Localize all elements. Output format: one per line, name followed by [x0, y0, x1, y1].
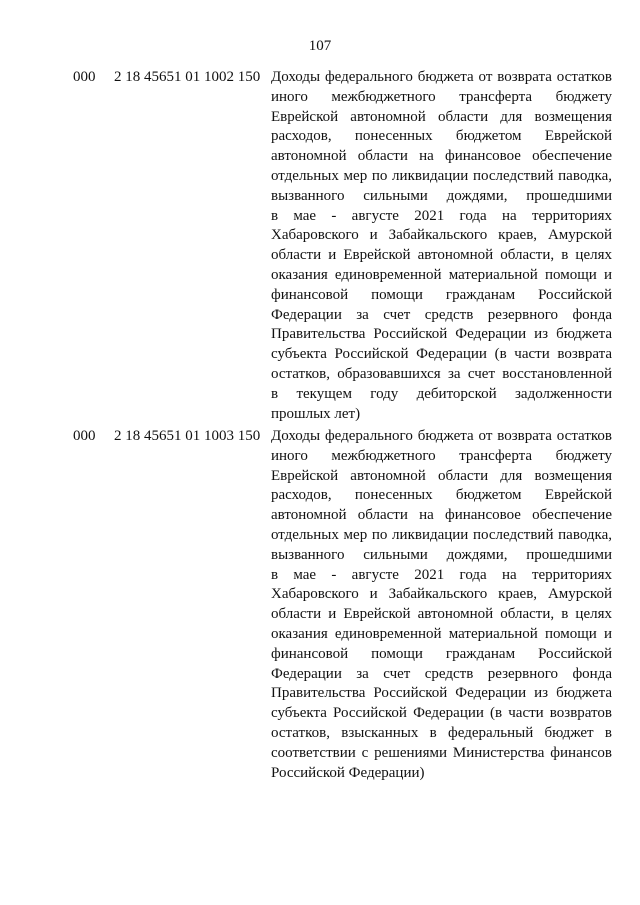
administrator-code: 000: [73, 69, 96, 85]
description-line: прошлых лет): [271, 405, 361, 422]
description-line: Федерации за счет средств резервного фонда: [271, 665, 612, 682]
description-line: отдельных мер по ликвидации последствий паводка,: [271, 167, 612, 184]
description-line: Хабаровского и Забайкальского краев, Амурской: [271, 586, 612, 603]
administrator-code: 000: [73, 428, 96, 444]
description-line: Еврейской автономной области для возмещения: [271, 467, 612, 484]
description-line: расходов, понесенных бюджетом Еврейской: [271, 487, 612, 504]
description-line: Российской Федерации): [271, 764, 425, 781]
page-number: 107: [308, 38, 332, 54]
description-line: оказания единовременной материальной помощи и: [271, 266, 612, 283]
description-line: автономной области на финансовое обеспечение: [271, 148, 612, 165]
description-line: Еврейской автономной области для возмещения: [271, 108, 612, 125]
description-line: остатков, взысканных в федеральный бюджет в: [271, 724, 612, 741]
description-line: соответствии с решениями Министерства финансов: [271, 744, 612, 761]
description-line: Доходы федерального бюджета от возврата остатков: [271, 69, 612, 85]
description-line: области и Еврейской автономной области, в целях: [271, 247, 612, 264]
description-line: Правительства Российской Федерации из бюджета: [271, 685, 612, 702]
description-line: Доходы федерального бюджета от возврата остатков: [271, 428, 612, 444]
description-line: в текущем году дебиторской задолженности: [271, 385, 612, 402]
description-line: автономной области на финансовое обеспечение: [271, 507, 612, 524]
description-line: вызванного сильными дождями, прошедшими: [271, 187, 612, 204]
budget-classification-code: 2 18 45651 01 1002 150: [114, 69, 261, 85]
description-line: Правительства Российской Федерации из бюджета: [271, 326, 612, 343]
revenue-description: [271, 68, 612, 424]
description-line: области и Еврейской автономной области, в целях: [271, 606, 612, 623]
description-line: финансовой помощи гражданам Российской: [271, 286, 612, 303]
description-line: иного межбюджетного трансферта бюджету: [271, 447, 612, 464]
description-line: отдельных мер по ликвидации последствий паводка,: [271, 526, 612, 543]
description-line: Федерации за счет средств резервного фонда: [271, 306, 612, 323]
description-line: в мае - августе 2021 года на территориях: [271, 566, 612, 583]
description-line: субъекта Российской Федерации (в части возвратов: [271, 705, 612, 722]
description-line: субъекта Российской Федерации (в части возврата: [271, 346, 612, 363]
description-line: в мае - августе 2021 года на территориях: [271, 207, 612, 224]
revenue-description: [271, 427, 612, 783]
description-line: расходов, понесенных бюджетом Еврейской: [271, 128, 612, 145]
budget-classification-code: 2 18 45651 01 1003 150: [114, 428, 261, 444]
description-line: оказания единовременной материальной помощи и: [271, 625, 612, 642]
description-line: вызванного сильными дождями, прошедшими: [271, 546, 612, 563]
description-line: остатков, образовавшихся за счет восстановленной: [271, 365, 612, 382]
description-line: финансовой помощи гражданам Российской: [271, 645, 612, 662]
description-line: Хабаровского и Забайкальского краев, Амурской: [271, 227, 612, 244]
description-line: иного межбюджетного трансферта бюджету: [271, 88, 612, 105]
